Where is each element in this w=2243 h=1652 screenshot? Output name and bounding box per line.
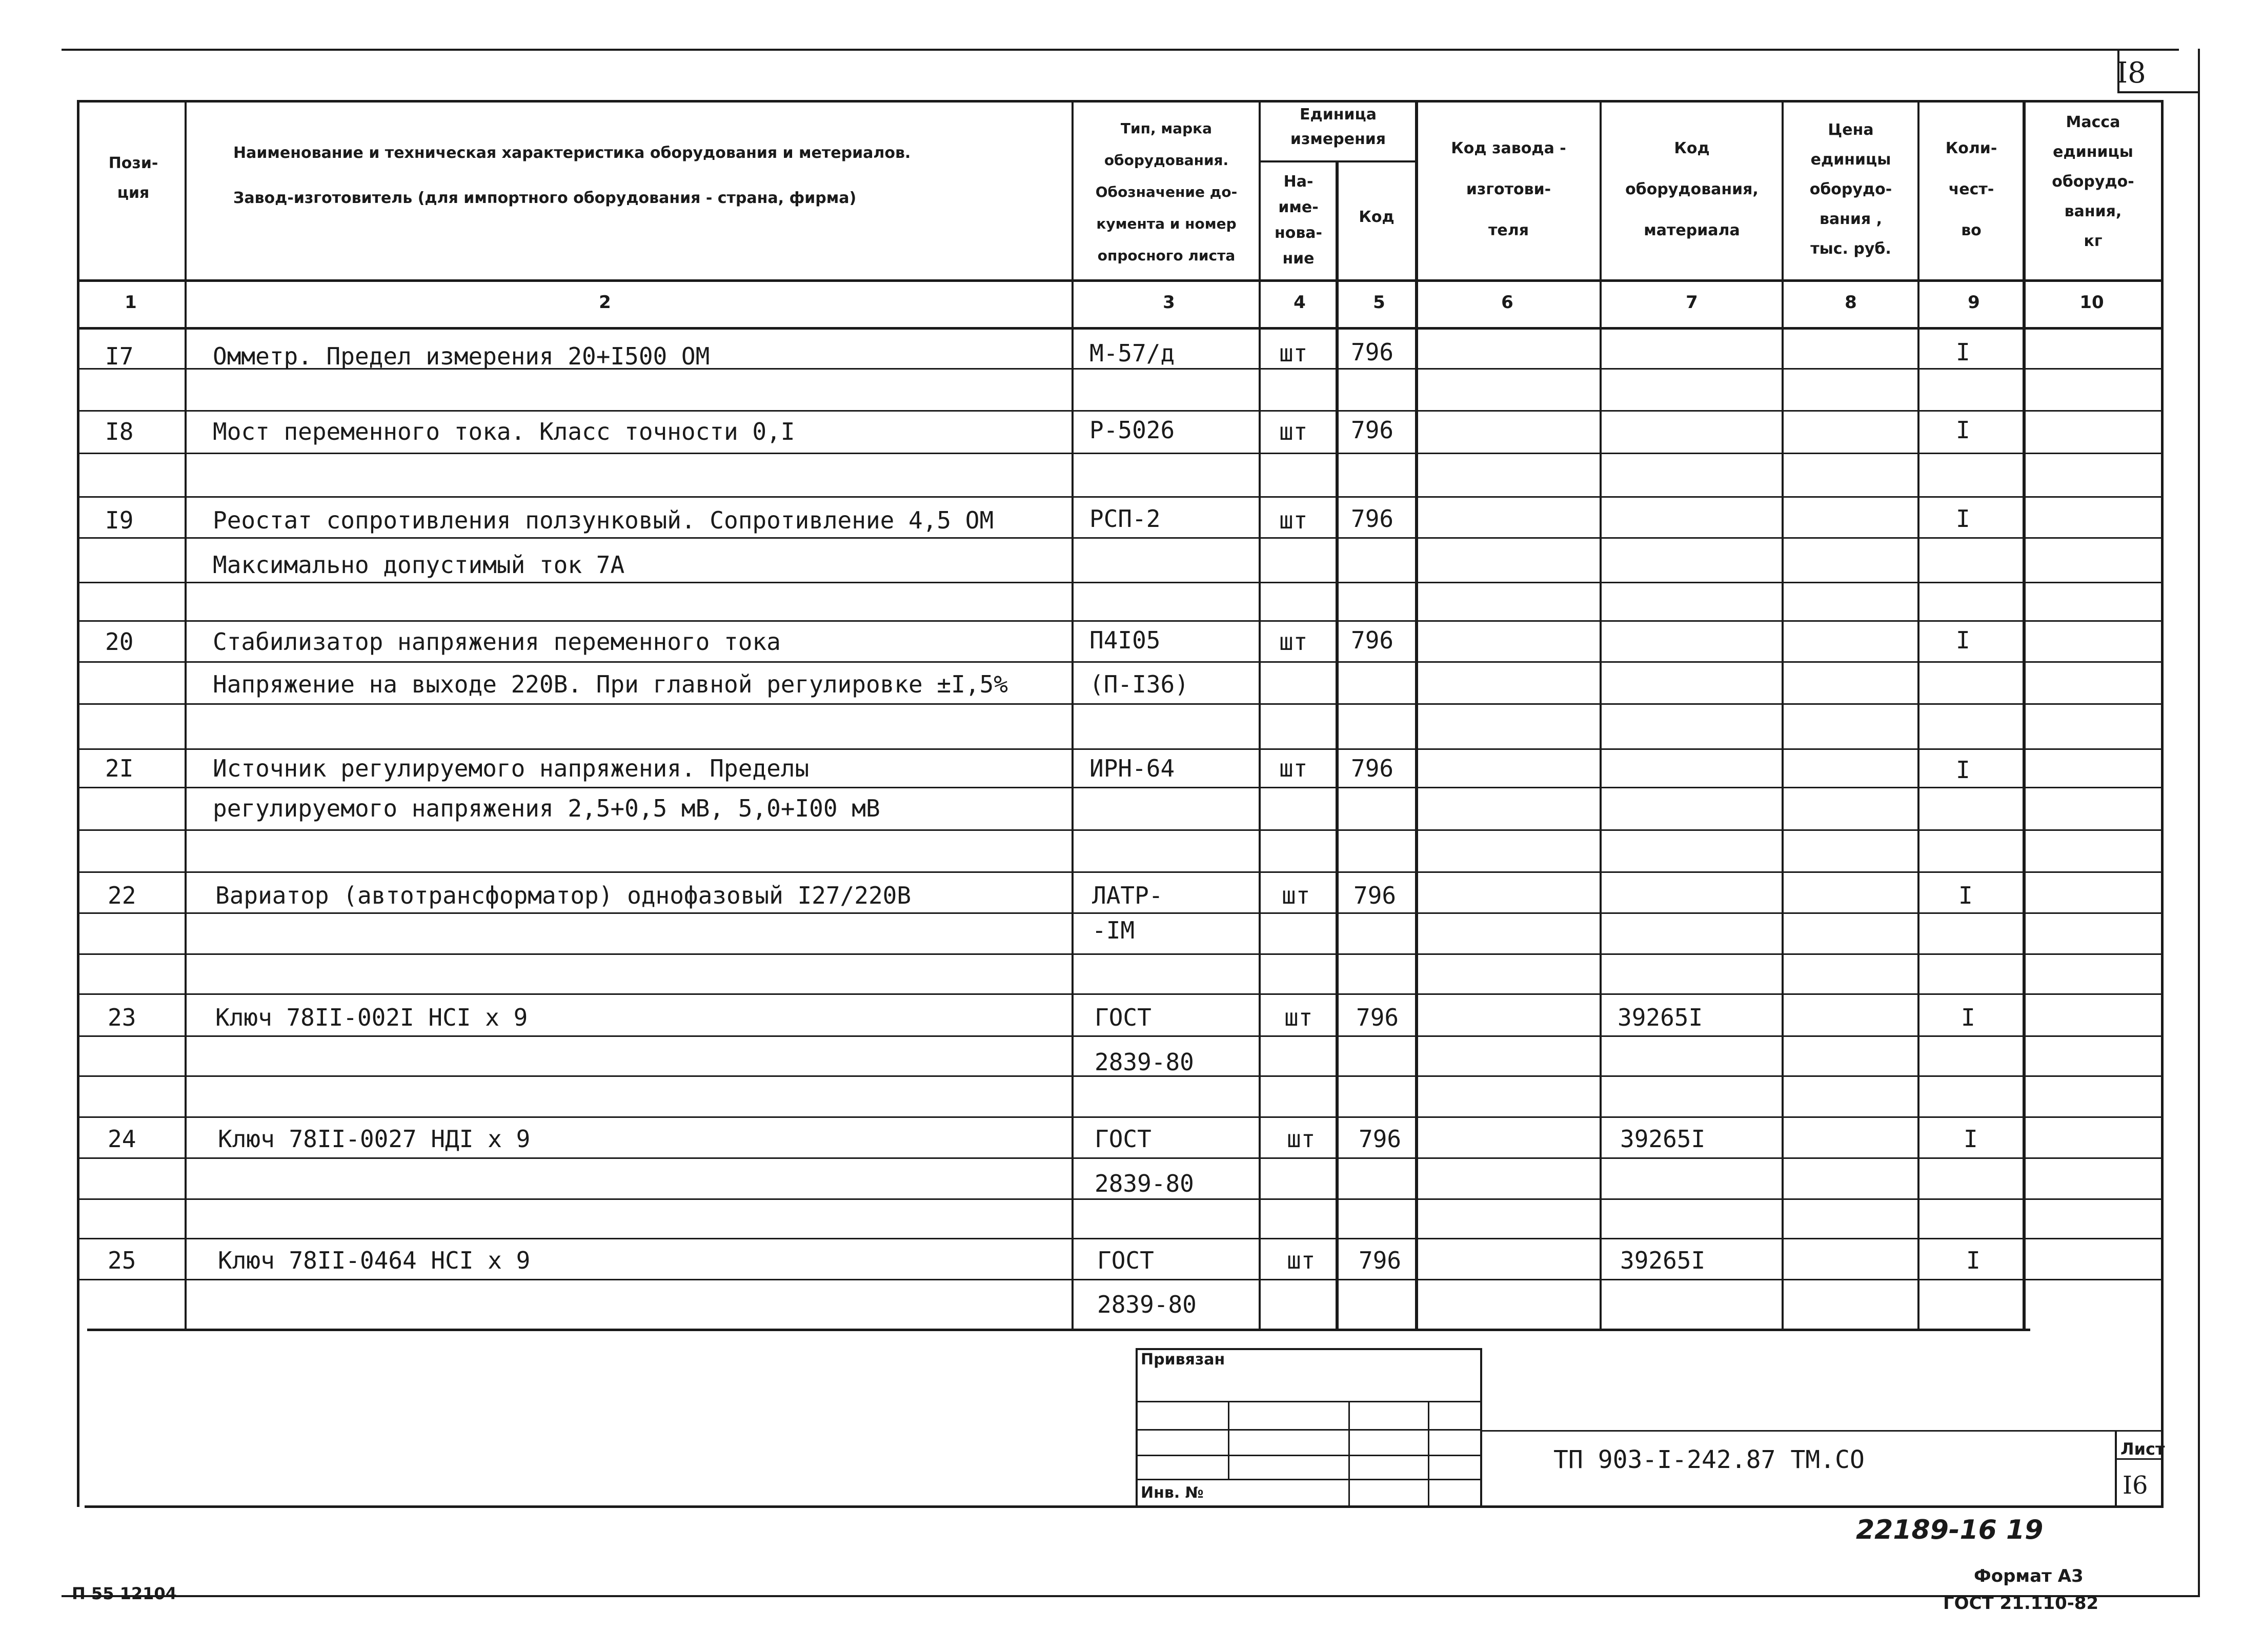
unit-cell: шт (1279, 339, 1308, 367)
col-sep-9 (2023, 100, 2026, 1330)
item-name: Напряжение на выходе 220В. При главной регулировке ±I,5% (213, 670, 1008, 698)
header-quantity: Коли- чест- во (1945, 139, 1997, 239)
col-sep-1 (185, 100, 187, 1330)
position-cell: I9 (105, 506, 134, 534)
item-name: Омметр. Предел измерения 20+I500 ОМ (213, 342, 710, 370)
item-name: Источник регулируемого напряжения. Пределы (213, 754, 810, 782)
unit-code-cell: 796 (1359, 1247, 1402, 1274)
row-line (77, 993, 2161, 995)
tb-line-4 (1136, 1479, 1482, 1480)
position-cell: 23 (108, 1004, 136, 1031)
type-cell: 2839-80 (1095, 1048, 1194, 1076)
quantity-cell: I (1956, 416, 1970, 444)
row-line (77, 748, 2161, 750)
row-line (77, 582, 2161, 583)
unit-cell: шт (1279, 754, 1308, 782)
type-cell: Р-5026 (1089, 416, 1175, 444)
unit-code-cell: 796 (1359, 1125, 1402, 1153)
sheet-value: I6 (2123, 1471, 2148, 1500)
colnum-9: 9 (1968, 292, 1980, 313)
item-name: Реостат сопротивления ползунковый. Сопротивление 4,5 ОМ (213, 506, 994, 534)
unit-cell: шт (1282, 882, 1310, 909)
item-name: Ключ 78II-002I НСI х 9 (215, 1004, 528, 1031)
colnum-7: 7 (1686, 292, 1698, 313)
quantity-cell: I (1956, 626, 1970, 654)
quantity-cell: I (1964, 1125, 1978, 1153)
table-left-line (77, 100, 79, 1507)
item-name: регулируемого напряжения 2,5+0,5 мВ, 5,0+I00 мВ (213, 794, 880, 822)
header-material-code: Код оборудования, материала (1625, 139, 1759, 239)
sheet-box-bottom (2117, 91, 2199, 93)
unit-cell: шт (1284, 1004, 1313, 1031)
unit-code-cell: 796 (1351, 626, 1394, 654)
header-type: Тип, марка оборудования. Обозначение до- кумента и номер опросного листа (1095, 120, 1238, 264)
position-cell: 25 (108, 1247, 136, 1274)
format-label: Формат А3 (1974, 1566, 2084, 1586)
row-line (77, 1116, 2161, 1118)
colnum-10: 10 (2079, 292, 2104, 313)
row-line (77, 620, 2161, 622)
quantity-cell: I (1956, 756, 1970, 784)
unit-code-cell: 796 (1351, 754, 1394, 782)
colnum-2: 2 (599, 292, 611, 313)
col-sep-5 (1415, 100, 1418, 1330)
table-body-bottom (87, 1329, 2030, 1331)
item-name: Ключ 78II-0027 НДI х 9 (218, 1125, 531, 1153)
col-sep-7 (1782, 100, 1784, 1330)
frame-right-line (2198, 49, 2200, 1597)
row-line (77, 496, 2161, 498)
position-cell: I7 (105, 342, 134, 370)
header-bottom-line (77, 279, 2164, 282)
row-line (77, 1238, 2161, 1239)
unit-code-cell: 796 (1353, 882, 1397, 909)
row-line (77, 661, 2161, 663)
col-sep-2 (1072, 100, 1074, 1330)
type-cell: ГОСТ (1095, 1004, 1151, 1031)
row-line (77, 1279, 2161, 1280)
tb-code-top (1480, 1430, 2164, 1432)
position-cell: 22 (108, 882, 136, 909)
footer-code: П 55 12104 (72, 1584, 177, 1603)
tb-line-1 (1136, 1401, 1482, 1402)
header-mass: Масса единицы оборудо- вания, кг (2052, 113, 2134, 250)
header-unit-name: На- име- нова- ние (1274, 173, 1323, 268)
header-units-group: Единица измерения (1290, 106, 1386, 148)
row-line (77, 703, 2161, 705)
unit-code-cell: 796 (1356, 1004, 1399, 1031)
colnum-1: 1 (125, 292, 137, 313)
unit-cell: шт (1279, 628, 1308, 656)
colnum-3: 3 (1163, 292, 1175, 313)
inv-label: Инв. № (1141, 1484, 1204, 1502)
colnum-bottom-line (77, 327, 2164, 330)
col-sep-6 (1600, 100, 1602, 1330)
position-cell: 2I (105, 754, 134, 782)
unit-code-cell: 796 (1351, 416, 1394, 444)
header-unit-code: Код (1359, 208, 1395, 226)
position-cell: 24 (108, 1125, 136, 1153)
row-line (77, 829, 2161, 831)
colnum-5: 5 (1373, 292, 1385, 313)
type-cell: РСП-2 (1089, 505, 1161, 533)
unit-cell: шт (1287, 1125, 1316, 1153)
sheet-label: Лист (2120, 1439, 2165, 1459)
row-line (77, 871, 2161, 873)
row-line (77, 1035, 2161, 1037)
unit-code-cell: 796 (1351, 338, 1394, 366)
type-cell: ИРН-64 (1089, 754, 1175, 782)
col-sep-4 (1336, 161, 1339, 1330)
material-code-cell: 39265I (1618, 1004, 1703, 1031)
item-name: Максимально допустимый ток 7А (213, 551, 625, 579)
handwritten-note: 22189-16 19 (1856, 1515, 2044, 1545)
colnum-8: 8 (1845, 292, 1857, 313)
item-name: Мост переменного тока. Класс точности 0,I (213, 418, 795, 445)
unit-cell: шт (1287, 1247, 1316, 1274)
quantity-cell: I (1958, 882, 1973, 909)
item-name: Ключ 78II-0464 НСI х 9 (218, 1247, 531, 1274)
material-code-cell: 39265I (1620, 1125, 1706, 1153)
unit-cell: шт (1279, 506, 1308, 534)
row-line (77, 453, 2161, 454)
position-cell: I8 (105, 418, 134, 445)
sheet-number: I8 (2116, 56, 2146, 90)
material-code-cell: 39265I (1620, 1247, 1706, 1274)
tb-vline-2 (1348, 1401, 1350, 1506)
type-cell: П4I05 (1089, 626, 1161, 654)
col-sep-8 (1917, 100, 1919, 1330)
tb-vline-1 (1228, 1401, 1229, 1480)
type-cell: (П-I36) (1089, 670, 1189, 698)
quantity-cell: I (1956, 338, 1970, 366)
header-factory-code: Код завода - изготови- теля (1451, 139, 1566, 239)
row-line (77, 1157, 2161, 1159)
tb-vline-3 (1428, 1401, 1429, 1506)
colnum-6: 6 (1501, 292, 1513, 313)
type-cell: 2839-80 (1095, 1170, 1194, 1197)
table-top-line (77, 100, 2164, 103)
tb-line-3 (1136, 1455, 1482, 1456)
quantity-cell: I (1966, 1247, 1981, 1274)
frame-bottom-line (62, 1595, 2200, 1597)
col-sep-3 (1259, 100, 1261, 1330)
units-group-line (1259, 160, 1415, 162)
type-cell: 2839-80 (1097, 1291, 1197, 1318)
type-cell: ГОСТ (1095, 1125, 1151, 1153)
header-name: Наименование и техническая характеристика оборудования и метериалов. Завод-изготовитель (для импортного оборудования - страна, фирма) (233, 144, 911, 207)
item-name: Стабилизатор напряжения переменного тока (213, 628, 781, 656)
type-cell: ГОСТ (1097, 1247, 1154, 1274)
row-line (77, 953, 2161, 955)
header-price: Цена единицы оборудо- вания , тыс. руб. (1809, 121, 1892, 258)
row-line (77, 410, 2161, 412)
tb-frame-right (1480, 1348, 1482, 1507)
position-cell: 20 (105, 628, 134, 656)
row-line (77, 1198, 2161, 1200)
header-position: Пози- ция (108, 154, 158, 202)
title-block-bottom (85, 1505, 2164, 1508)
tb-frame-top (1136, 1348, 1482, 1350)
tb-list-left (2115, 1430, 2117, 1507)
item-name: Вариатор (автотрансформатор) однофазовый I27/220В (215, 882, 912, 909)
row-line (77, 912, 2161, 914)
type-cell: ЛАТР- (1092, 882, 1163, 909)
type-cell: -IМ (1092, 916, 1135, 944)
row-line (77, 537, 2161, 539)
quantity-cell: I (1956, 505, 1970, 533)
top-border-line (62, 49, 2179, 51)
gost-label: ГОСТ 21.110-82 (1943, 1593, 2099, 1614)
type-cell: М-57/д (1089, 339, 1175, 367)
table-right-line (2161, 100, 2164, 1507)
linked-label: Привязан (1141, 1351, 1225, 1369)
quantity-cell: I (1961, 1004, 1975, 1031)
document-code: ТП 903-I-242.87 ТМ.СО (1553, 1445, 1865, 1474)
tb-line-2 (1136, 1429, 1482, 1431)
row-line (77, 787, 2161, 788)
unit-code-cell: 796 (1351, 505, 1394, 533)
colnum-4: 4 (1294, 292, 1306, 313)
tb-frame-left (1136, 1348, 1138, 1507)
unit-cell: шт (1279, 418, 1308, 445)
